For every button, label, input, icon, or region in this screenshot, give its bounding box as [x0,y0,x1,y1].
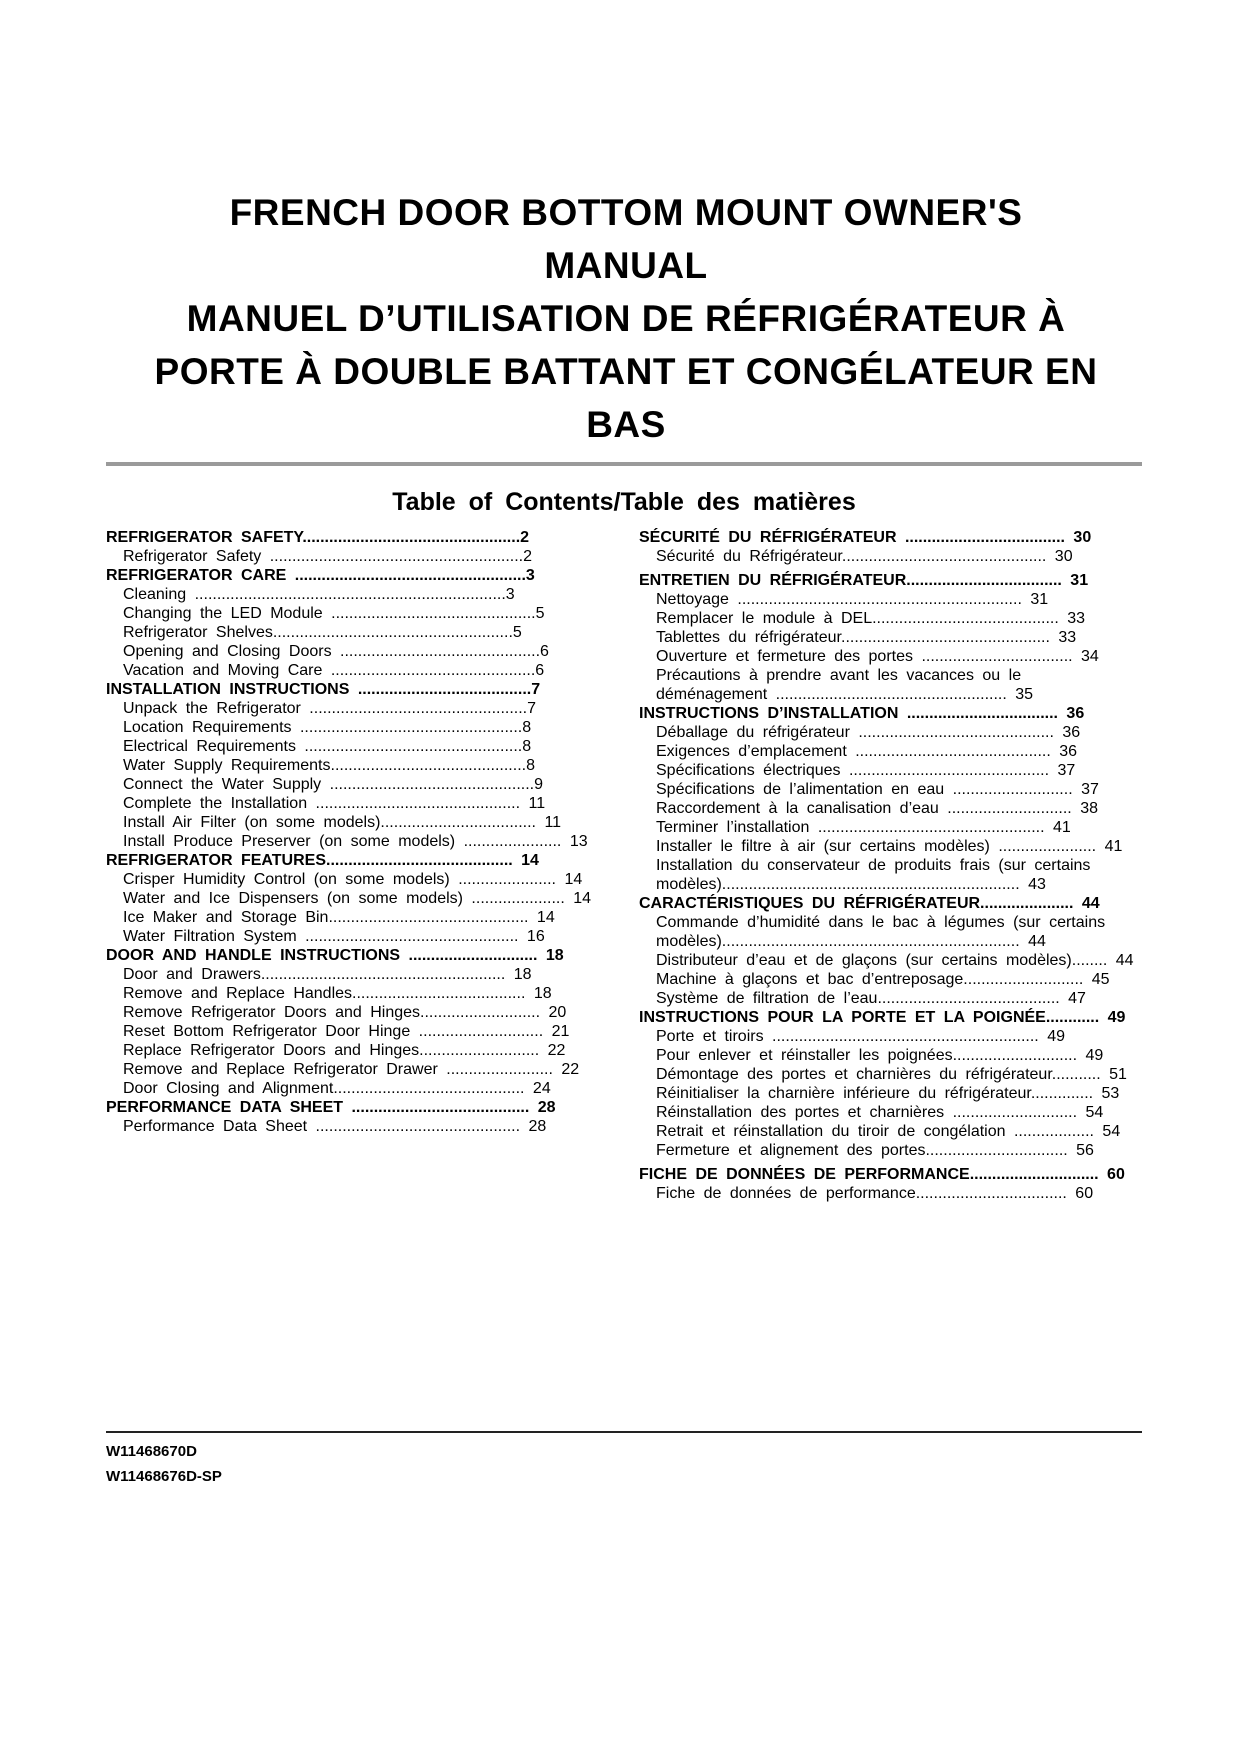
toc-entry-text: Terminer l’installation ................................................... 41 [656,819,1071,836]
toc-entry-text: Raccordement à la canalisation d’eau ............................ 38 [656,800,1098,817]
toc-section-heading[interactable] [639,1008,1173,1027]
toc-entry[interactable] [639,799,1173,818]
toc-entry[interactable] [639,1065,1173,1084]
toc-entry[interactable] [639,628,1173,647]
toc-entry-text: Démontage des portes et charnières du réfrigérateur........... 51 [656,1066,1127,1083]
toc-entry[interactable] [639,609,1173,628]
toc-section-heading[interactable] [639,571,1173,590]
toc-entry-text: Location Requirements ..................................................8 [123,719,532,736]
toc-entry[interactable] [106,623,626,642]
toc-entry-text: Installation du conservateur de produits frais (sur certains [656,857,1091,874]
toc-entry-text: Water Supply Requirements............................................8 [123,757,535,774]
toc-entry-text: Pour enlever et réinstaller les poignées............................ 49 [656,1047,1104,1064]
toc-entry[interactable] [639,1103,1173,1122]
toc-entry-text: Remplacer le module à DEL.......................................... 33 [656,610,1086,627]
toc-entry-text: Retrait et réinstallation du tiroir de congélation .................. 54 [656,1123,1121,1140]
toc-entry-text: Remove Refrigerator Doors and Hinges........................... 20 [123,1004,567,1021]
toc-entry[interactable] [106,1022,626,1041]
toc-entry[interactable] [106,1060,626,1079]
toc-entry[interactable] [639,818,1173,837]
toc-entry-text: Opening and Closing Doors .............................................6 [123,643,549,660]
toc-entry-text: Install Air Filter (on some models)................................... 11 [123,814,562,831]
toc-entry[interactable] [106,585,626,604]
toc-entry[interactable] [106,1041,626,1060]
toc-entry-text: Electrical Requirements .................................................8 [123,738,532,755]
toc-entry-text: Remove and Replace Handles....................................... 18 [123,985,552,1002]
toc-entry[interactable] [639,913,1173,932]
toc-entry-text: SÉCURITÉ DU RÉFRIGÉRATEUR .................................... 30 [639,529,1092,546]
toc-entry[interactable] [639,1141,1173,1160]
toc-heading: Table of Contents/Table des matières [392,488,856,516]
toc-entry-text: Système de filtration de l’eau......................................... 47 [656,990,1086,1007]
toc-entry[interactable] [639,761,1173,780]
toc-entry[interactable] [639,875,1173,894]
title-line: BAS [586,404,666,445]
toc-entry[interactable] [639,989,1173,1008]
toc-entry[interactable] [639,647,1173,666]
toc-entry[interactable] [106,870,626,889]
toc-entry-text: INSTALLATION INSTRUCTIONS .......................................7 [106,681,541,698]
toc-entry-text: Machine à glaçons et bac d’entreposage........................... 45 [656,971,1110,988]
toc-entry-text: Tablettes du réfrigérateur............................................... 33 [656,629,1077,646]
toc-entry[interactable] [639,1027,1173,1046]
title-line: MANUAL [544,245,708,286]
toc-entry-text: REFRIGERATOR FEATURES.......................................... 14 [106,852,539,869]
toc-entry-text: Refrigerator Safety .........................................................2 [123,548,533,565]
toc-entry-text: FICHE DE DONNÉES DE PERFORMANCE............................. 60 [639,1166,1125,1183]
toc-entry-text: Précautions à prendre avant les vacances ou le [656,667,1022,684]
toc-entry-text: Déballage du réfrigérateur ............................................ 36 [656,724,1081,741]
toc-entry-text: Unpack the Refrigerator .................................................7 [123,700,537,717]
toc-entry[interactable] [106,832,626,851]
toc-entry[interactable] [106,547,626,566]
toc-section-heading[interactable] [639,1165,1173,1184]
toc-entry-text: Reset Bottom Refrigerator Door Hinge ............................ 21 [123,1023,570,1040]
toc-entry[interactable] [106,718,626,737]
toc-entry-text: Distributeur d’eau et de glaçons (sur certains modèles)........ 44 [656,952,1134,969]
toc-entry[interactable] [639,1184,1173,1203]
toc-entry-text: Changing the LED Module ..............................................5 [123,605,545,622]
toc-entry[interactable] [106,984,626,1003]
toc-section-heading[interactable] [639,528,1173,547]
toc-entry[interactable] [639,1046,1173,1065]
toc-entry[interactable] [639,951,1173,970]
toc-entry-text: Fermeture et alignement des portes................................ 56 [656,1142,1094,1159]
toc-entry-text: Connect the Water Supply ..............................................9 [123,776,543,793]
toc-section-heading[interactable] [639,704,1173,723]
toc-entry[interactable] [639,856,1173,875]
toc-column-english [106,528,626,1136]
toc-entry-text: modèles)................................................................... 44 [656,933,1046,950]
toc-entry[interactable] [106,889,626,908]
toc-entry-text: modèles)................................................................... 43 [656,876,1046,893]
toc-entry-text: Installer le filtre à air (sur certains modèles) ...................... 41 [656,838,1123,855]
toc-entry[interactable] [639,590,1173,609]
toc-section-heading[interactable] [106,680,626,699]
toc-entry-text: INSTRUCTIONS D’INSTALLATION .................................. 36 [639,705,1085,722]
toc-entry-text: Sécurité du Réfrigérateur.............................................. 30 [656,548,1073,565]
toc-entry-text: Vacation and Moving Care ..............................................6 [123,662,545,679]
toc-entry-text: INSTRUCTIONS POUR LA PORTE ET LA POIGNÉE............ 49 [639,1009,1126,1026]
toc-entry[interactable] [106,737,626,756]
toc-entry-text: Door Closing and Alignment........................................... 24 [123,1080,551,1097]
toc-entry-text: Spécifications de l’alimentation en eau ........................... 37 [656,781,1099,798]
toc-entry-text: Réinitialiser la charnière inférieure du réfrigérateur.............. 53 [656,1085,1120,1102]
toc-entry-text: Nettoyage ................................................................ 31 [656,591,1049,608]
toc-column-french [639,528,1173,1203]
toc-entry[interactable] [639,685,1173,704]
toc-entry[interactable] [639,780,1173,799]
toc-entry-text: Refrigerator Shelves......................................................5 [123,624,522,641]
title-divider [106,462,1142,466]
toc-entry-text: Porte et tiroirs ............................................................ 49 [656,1028,1065,1045]
title-line: FRENCH DOOR BOTTOM MOUNT OWNER'S [229,192,1023,233]
toc-entry-text: déménagement .................................................... 35 [656,686,1034,703]
toc-entry-text: PERFORMANCE DATA SHEET ........................................ 28 [106,1099,556,1116]
toc-entry[interactable] [106,927,626,946]
toc-entry-text: Réinstallation des portes et charnières ............................ 54 [656,1104,1104,1121]
toc-section-heading[interactable] [106,946,626,965]
toc-entry[interactable] [639,742,1173,761]
toc-entry-text: Ice Maker and Storage Bin............................................. 14 [123,909,555,926]
toc-entry-text: ENTRETIEN DU RÉFRIGÉRATEUR................................... 31 [639,572,1089,589]
toc-entry[interactable] [639,970,1173,989]
toc-entry[interactable] [106,604,626,623]
toc-section-heading[interactable] [639,894,1173,913]
toc-section-heading[interactable] [106,566,626,585]
toc-entry-text: REFRIGERATOR CARE ....................................................3 [106,567,535,584]
toc-entry-text: Ouverture et fermeture des portes .................................. 34 [656,648,1099,665]
document-code: W11468670D [106,1443,197,1460]
toc-entry[interactable] [106,794,626,813]
title-line: PORTE À DOUBLE BATTANT ET CONGÉLATEUR EN [154,351,1098,392]
toc-entry-text: Replace Refrigerator Doors and Hinges........................... 22 [123,1042,566,1059]
toc-entry-text: Performance Data Sheet .............................................. 28 [123,1118,547,1135]
toc-entry[interactable] [106,813,626,832]
toc-entry-text: Cleaning ......................................................................3 [123,586,515,603]
toc-entry[interactable] [106,1117,626,1136]
toc-entry[interactable] [106,775,626,794]
toc-section-heading[interactable] [106,528,626,547]
toc-entry[interactable] [106,642,626,661]
toc-entry[interactable] [639,547,1173,566]
toc-entry[interactable] [639,1122,1173,1141]
toc-entry[interactable] [639,1084,1173,1103]
toc-entry-text: Crisper Humidity Control (on some models) ...................... 14 [123,871,583,888]
toc-entry-text: REFRIGERATOR SAFETY.................................................2 [106,529,530,546]
toc-entry[interactable] [106,908,626,927]
toc-entry-text: Install Produce Preserver (on some models) ...................... 13 [123,833,588,850]
toc-entry-text: Commande d’humidité dans le bac à légumes (sur certains [656,914,1106,931]
toc-entry[interactable] [639,932,1173,951]
toc-entry-text: Exigences d’emplacement ............................................ 36 [656,743,1078,760]
toc-entry-text: Complete the Installation .............................................. 11 [123,795,546,812]
toc-entry-text: Water Filtration System ................................................ 16 [123,928,545,945]
toc-entry-text: Door and Drawers....................................................... 18 [123,966,532,983]
toc-entry[interactable] [106,699,626,718]
document-title [110,186,1142,451]
toc-entry[interactable] [106,965,626,984]
toc-entry-text: DOOR AND HANDLE INSTRUCTIONS ............................. 18 [106,947,564,964]
toc-entry[interactable] [639,723,1173,742]
toc-entry[interactable] [106,756,626,775]
toc-section-heading[interactable] [106,1098,626,1117]
toc-entry[interactable] [106,1079,626,1098]
toc-entry-text: Spécifications électriques ............................................. 37 [656,762,1076,779]
toc-entry-text: Fiche de données de performance.................................. 60 [656,1185,1094,1202]
toc-entry[interactable] [639,666,1173,685]
toc-entry[interactable] [639,837,1173,856]
toc-entry[interactable] [106,661,626,680]
toc-entry[interactable] [106,1003,626,1022]
title-line: MANUEL D’UTILISATION DE RÉFRIGÉRATEUR À [186,298,1066,339]
document-code-sp: W11468676D-SP [106,1468,222,1485]
toc-entry-text: Water and Ice Dispensers (on some models) ..................... 14 [123,890,592,907]
toc-section-heading[interactable] [106,851,626,870]
toc-entry-text: CARACTÉRISTIQUES DU RÉFRIGÉRATEUR..................... 44 [639,895,1100,912]
toc-entry-text: Remove and Replace Refrigerator Drawer ........................ 22 [123,1061,580,1078]
footer-divider [106,1431,1142,1433]
